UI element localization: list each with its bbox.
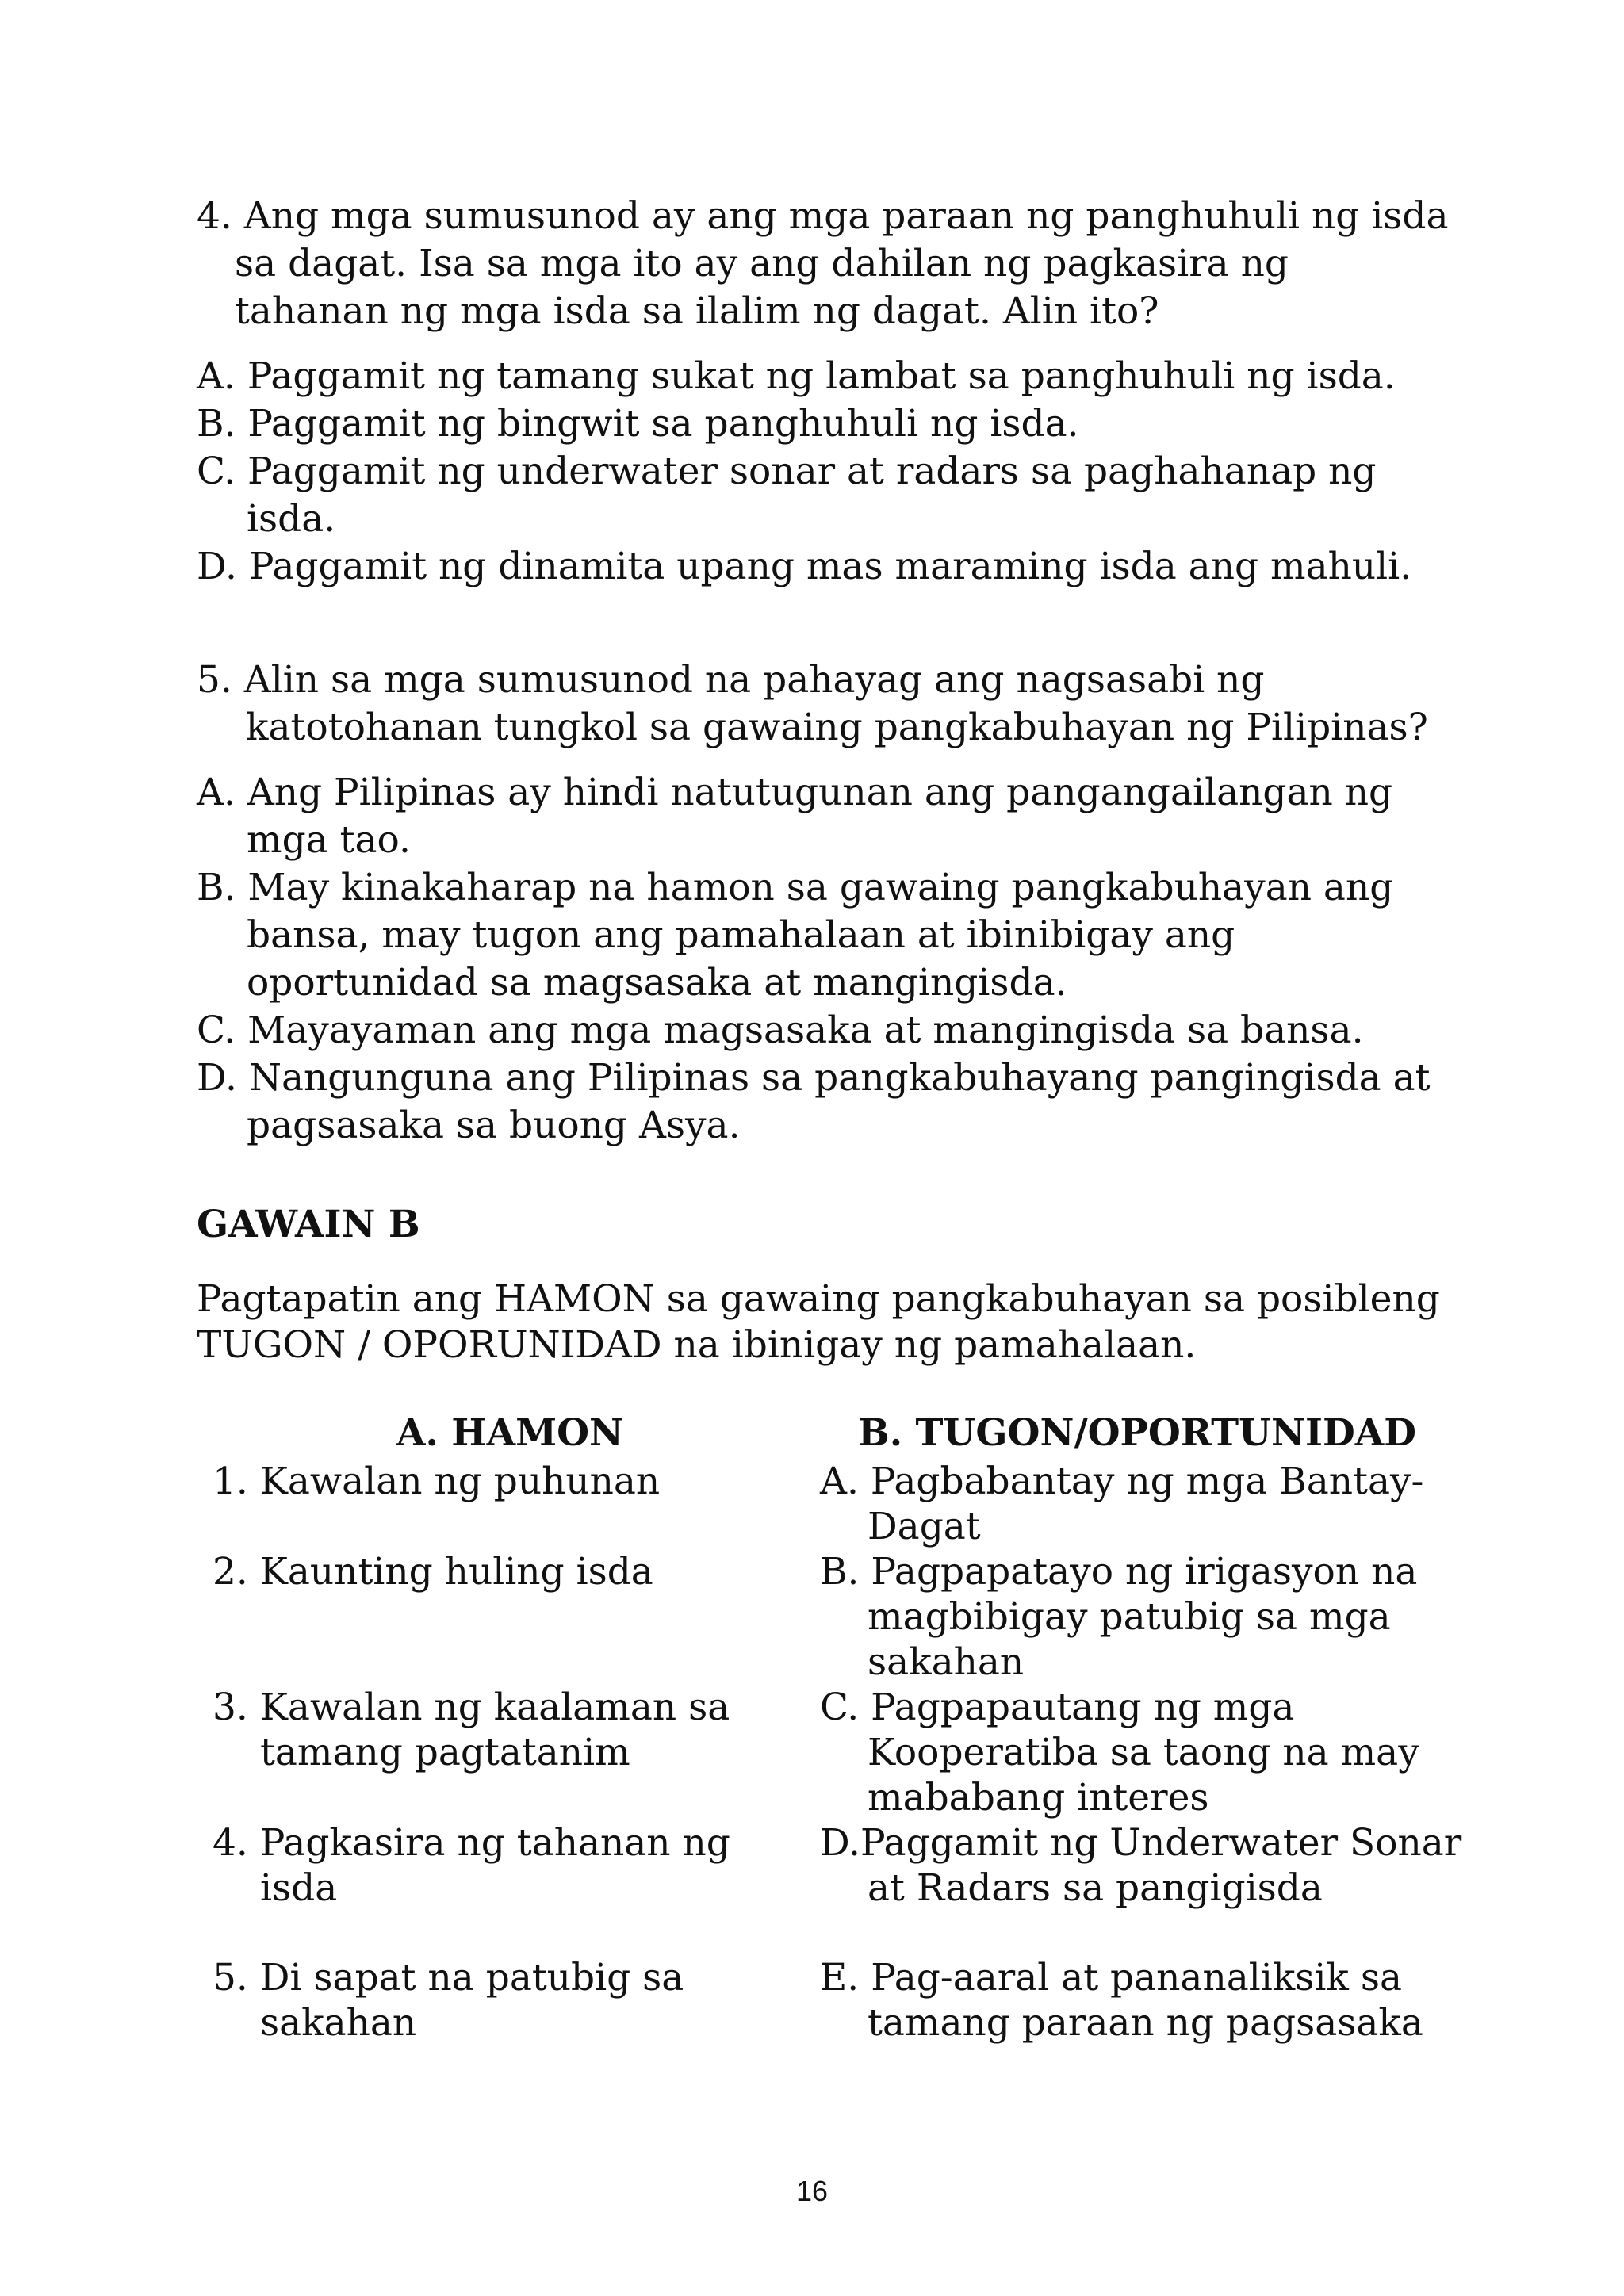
page-number: 16 <box>795 2175 829 2207</box>
column-a-item-1: 1. Kawalan ng puhunan <box>213 1460 661 1503</box>
column-b-heading: B. TUGON/OPORTUNIDAD <box>858 1411 1416 1455</box>
question-5-choice-a: A. Ang Pilipinas ay hindi natutugunan ang pangangailangan ng mga tao. <box>197 771 1393 862</box>
section-instruction: Pagtapatin ang HAMON sa gawaing pangkabuhayan sa posibleng TUGON / OPORUNIDAD na ibinigay ng pamahalaan. <box>197 1277 1440 1367</box>
column-b-item-a: A. Pagbabantay ng mga Bantay-Dagat <box>820 1460 1424 1548</box>
question-4 <box>197 193 1450 591</box>
question-5-text: 5. Alin sa mga sumusunod na pahayag ang nagsasabi ng katotohanan tungkol sa gawaing pangkabuhayan ng Pilipinas? <box>197 658 1428 749</box>
column-a-item-2: 2. Kaunting huling isda <box>213 1550 653 1594</box>
column-a-item-3: 3. Kawalan ng kaalaman sa tamang pagtatanim <box>213 1686 730 1774</box>
section-heading: GAWAIN B <box>197 1203 420 1246</box>
question-4-choice-d: D. Paggamit ng dinamita upang mas maraming isda ang mahuli. <box>197 545 1412 588</box>
column-b-item-d: D.Paggamit ng Underwater Sonar at Radars sa pangigisda <box>820 1821 1462 1910</box>
question-4-text: 4. Ang mga sumusunod ay ang mga paraan ng panghuhuli ng isda sa dagat. Isa sa mga ito ay ang dahilan ng pagkasira ng tahanan ng mga isda sa ilalim ng dagat. Alin ito? <box>197 194 1449 333</box>
column-a-item-4: 4. Pagkasira ng tahanan ng isda <box>213 1821 730 1910</box>
question-5-choice-b: B. May kinakaharap na hamon sa gawaing pangkabuhayan ang bansa, may tugon ang pamahalaan at ibinibigay ang oportunidad sa magsasaka at mangingisda. <box>197 866 1394 1004</box>
question-4-choice-a: A. Paggamit ng tamang sukat ng lambat sa panghuhuli ng isda. <box>197 354 1396 398</box>
column-b-item-b: B. Pagpapatayo ng irigasyon na magbibigay patubig sa mga sakahan <box>820 1550 1418 1684</box>
question-5 <box>197 656 1450 1150</box>
column-a-heading: A. HAMON <box>396 1411 623 1455</box>
question-5-choice-d: D. Nangunguna ang Pilipinas sa pangkabuhayang pangingisda at pagsasaka sa buong Asya. <box>197 1056 1431 1147</box>
question-4-choice-c: C. Paggamit ng underwater sonar at radars sa paghahanap ng isda. <box>197 450 1377 541</box>
question-4-choice-b: B. Paggamit ng bingwit sa panghuhuli ng isda. <box>197 402 1079 446</box>
question-5-choices <box>197 769 1450 1150</box>
column-a-item-5: 5. Di sapat na patubig sa sakahan <box>213 1956 684 2045</box>
column-b-item-c: C. Pagpapautang ng mga Kooperatiba sa taong na may mababang interes <box>820 1686 1419 1820</box>
question-4-choices <box>197 353 1450 591</box>
column-b-item-e: E. Pag-aaral at pananaliksik sa tamang paraan ng pagsasaka <box>820 1956 1423 2045</box>
question-5-choice-c: C. Mayayaman ang mga magsasaka at mangingisda sa bansa. <box>197 1008 1364 1052</box>
